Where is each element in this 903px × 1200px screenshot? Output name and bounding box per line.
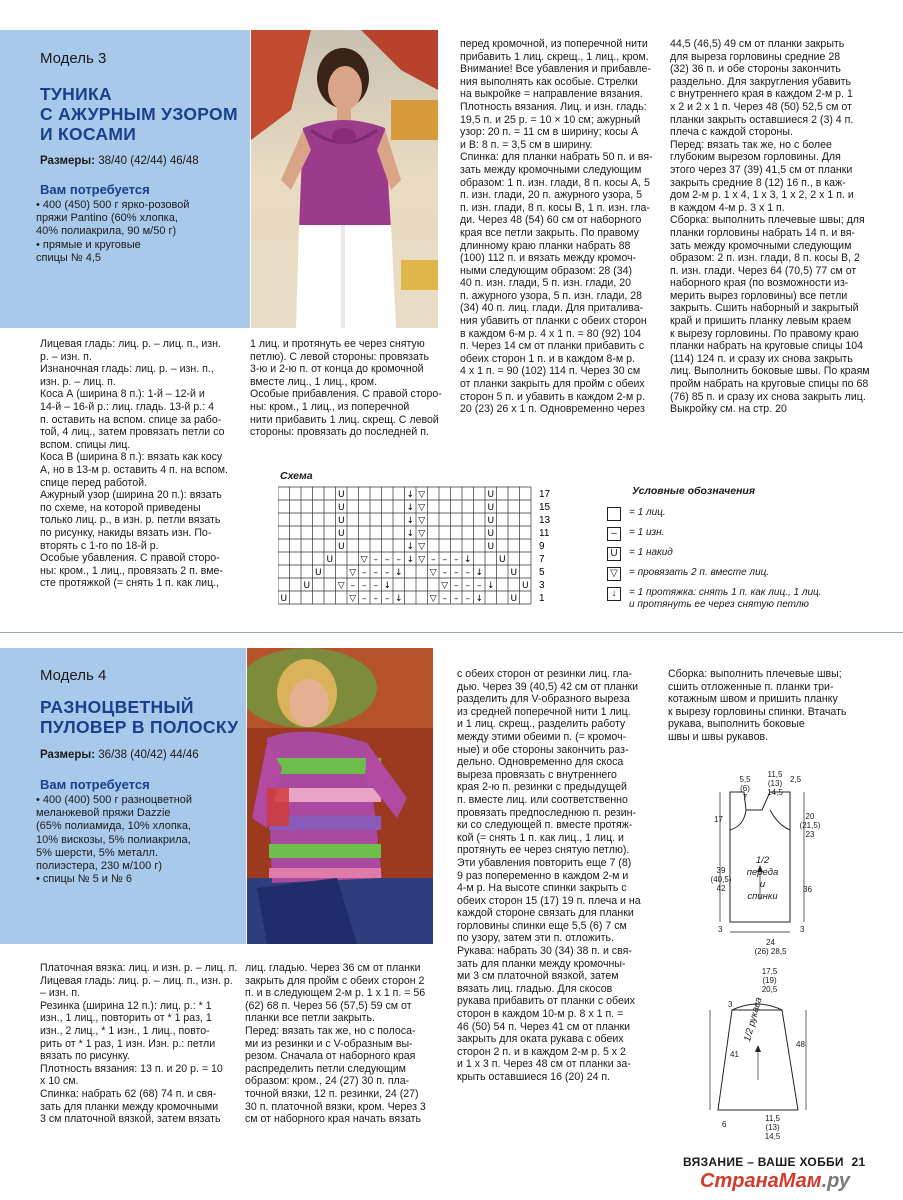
model4-sizes-label: Размеры: (40, 749, 96, 761)
chart-stitch-symbol: – (454, 555, 459, 565)
knitting-chart (278, 484, 568, 608)
model4-label: Модель 4 (40, 667, 107, 684)
chart-stitch-symbol: ↓ (406, 529, 415, 539)
body-top-right-dim: 2,5 (790, 775, 802, 784)
chart-stitch-symbol: ▽ (429, 568, 437, 578)
chart-stitch-symbol: – (385, 555, 390, 565)
section-divider (0, 632, 903, 633)
body-bottom-right-dim: 3 (800, 925, 805, 934)
legend-item-purl (607, 527, 664, 541)
chart-stitch-symbol: ↓ (475, 568, 484, 578)
watermark-suffix: .ру (821, 1170, 850, 1192)
model3-sizes (40, 155, 199, 167)
chart-stitch-symbol: U (498, 555, 506, 565)
chart-stitch-symbol: – (362, 568, 367, 578)
legend-text-k2tog: = провязать 2 п. вместе лиц. (629, 567, 770, 578)
chart-stitch-symbol: U (487, 490, 495, 500)
chart-stitch-symbol: ▽ (418, 516, 426, 526)
body-bottom-left-dim: 3 (718, 925, 723, 934)
chart-stitch-symbol: ▽ (337, 581, 345, 591)
chart-stitch-symbol: – (465, 568, 470, 578)
chart-stitch-symbol: ▽ (418, 542, 426, 552)
model4-col2: лиц. гладью. Через 36 см от планки закрыть для пройм с обеих сторон 2 п. и в следующем 2-м р. 1 х 1 п. = 56 (62) 68 п. Через 56 (57,5) 59 см от планки все петли закрыть. Перед: вязать так же, но с полоса- ми из резинки и с V-образным вы- резом. Сначала от наборного края распределить петли следующим образом: кром., 24 (27) 30 п. пла- точной вязки, 12 п. резинки, 24 (27) 30 п. платочной вязки, кром. Через 3 см от наборного края начать вязать (245, 962, 426, 1126)
body-bottom-dim: 24 (26) 28,5 (754, 938, 787, 956)
chart-stitch-symbol: U (510, 568, 518, 578)
chart-stitch-symbol: ▽ (429, 594, 437, 604)
body-right-mid-dim: 36 (803, 885, 812, 894)
chart-stitch-symbol: – (442, 568, 447, 578)
chart-stitch-symbol: – (454, 594, 459, 604)
chart-stitch-symbol: ▽ (418, 555, 426, 565)
body-center-label: 1/2 переда и спинки (746, 855, 779, 902)
chart-stitch-symbol: – (442, 555, 447, 565)
chart-stitch-symbol: U (303, 581, 311, 591)
chart-stitch-symbol: – (465, 581, 470, 591)
model3-col2: 1 лиц. и протянуть ее через снятую петлю). С левой стороны: провязать 3-ю и 2-ю п. от конца до кромочной вместе лиц., 1 лиц., кром. Особые прибавления. С правой сторо- ны: кром., 1 лиц., из поперечной нити прибавить 1 лиц. скрещ. С левой стороны: провязать до последней п. (250, 338, 442, 439)
skp-symbol-icon: ↓ (607, 587, 621, 601)
model3-sizes-value: 38/40 (42/44) 46/48 (95, 155, 199, 167)
watermark-brand: СтранаМам (700, 1170, 822, 1192)
body-top-left-dim: 5,5 (6) 7 (739, 775, 751, 802)
chart-stitch-symbol: – (385, 568, 390, 578)
chart-stitch-symbol: – (373, 568, 378, 578)
body-left-mid-dim: 39 (40,5) 42 (710, 866, 732, 893)
chart-stitch-symbol: ▽ (441, 581, 449, 591)
chart-stitch-symbol: U (280, 594, 288, 604)
chart-stitch-symbol: – (431, 555, 436, 565)
model3-col1: Лицевая гладь: лиц. р. – лиц. п., изн. р. – изн. п. Изнаночная гладь: лиц. р. – изн. п., изн. р. – лиц. п. Коса А (ширина 8 п.): 1-й – 12-й и 14-й – 16-й р.: лиц. гладь. 13-й р.: 4 п. оставить на вспом. спице за рабо- той, 4 лиц., затем провязать петли со вспом. спицы лиц. Коса В (ширина 8 п.): вязать как косу А, но в 13-м р. оставить 4 п. на вспом. спице перед работой. Ажурный узор (ширина 20 п.): вязать по схеме, на которой приведены только лиц. р., в изн. р. петли вязать по рисунку, накиды вязать изн. По- вторять с 1-го по 18-й р. Особые убавления. С правой сторо- ны: кром., 1 лиц., провязать 2 п. вме- сте протяжкой (= снять 1 п. как лиц., (40, 338, 229, 590)
legend-text-yarnover: = 1 накид (629, 547, 673, 558)
sleeve-bottom-dim: 11,5 (13) 14,5 (764, 1114, 781, 1141)
sleeve-bottom-left-dim: 6 (722, 1120, 727, 1129)
yarnover-symbol-icon: U (607, 547, 621, 561)
chart-stitch-symbol: – (385, 594, 390, 604)
chart-stitch-symbol: ▽ (418, 490, 426, 500)
legend-item-k2tog (607, 567, 769, 581)
model3-sizes-label: Размеры: (40, 155, 96, 167)
chart-stitch-symbol: U (337, 516, 345, 526)
chart-row-label: 5 (539, 567, 545, 578)
chart-stitch-symbol: ▽ (349, 594, 357, 604)
legend-item-skp (607, 587, 822, 611)
chart-stitch-symbol: U (337, 529, 345, 539)
legend-text-skp: = 1 протяжка: снять 1 п. как лиц., 1 лиц. и протянуть ее через снятую петлю (629, 587, 822, 610)
page-number: 21 (851, 1155, 866, 1169)
chart-stitch-symbol: U (326, 555, 334, 565)
sleeve-pattern-diagram (700, 990, 850, 1130)
legend-title: Условные обозначения (632, 485, 756, 497)
chart-stitch-symbol: ↓ (463, 555, 472, 565)
chart-stitch-symbol: ↓ (394, 568, 403, 578)
chart-stitch-symbol: – (454, 568, 459, 578)
chart-stitch-symbol: ↓ (475, 594, 484, 604)
model4-col3: с обеих сторон от резинки лиц. гла- дью. Через 39 (40,5) 42 см от планки разделить для V-образного выреза из средней поперечной нити 1 лиц. и 1 лиц. скрещ., разделить работу между этими обеими п. (= кромоч- ные) и обе стороны закончить раз- дельно. Одновременно для скоса выреза провязать с внутреннего края 2-ю п. резинки с предыдущей п. вместе лиц. или соответственно провязать предпоследнюю п. резин- ки со следующей п. вместе протяж- кой (= снять 1 п. как лиц., 1 лиц. и протянуть ее через снятую петлю). Эти убавления повторить еще 7 (8) 9 раз попеременно в каждом 2-м и 4-м р. На высоте спинки закрыть с обеих сторон 15 (17) 19 п. плеча и на каждой стороне связать для планки горловины спинки еще 5,5 (6) 7 см по узору, затем эти п. отложить. Рукава: набрать 30 (34) 38 п. и свя- зать для планки между кромочны- ми 3 см платочной вязкой, затем вязать лиц. гладью. Для скосов рукава прибавить от планки с обеих сторон в каждом 10-м р. 8 х 1 п. = 46 (50) 54 п. Через 41 см от планки закрыть для оката рукава с обеих сторон 2 п. и в каждом 2-м р. 5 х 2 и 1 х 3 п. Через 48 см от планки за- крыть оставшиеся 16 (20) 24 п. (457, 668, 641, 1083)
sleeve-center-label: 1/2 рукава (742, 996, 765, 1043)
legend-text-purl: = 1 изн. (629, 527, 665, 538)
chart-stitch-symbol: U (337, 490, 345, 500)
chart-row-label: 1 (539, 593, 545, 604)
chart-row-label: 3 (539, 580, 545, 591)
chart-stitch-symbol: ↓ (486, 581, 495, 591)
chart-stitch-symbol: – (373, 555, 378, 565)
chart-stitch-symbol: – (362, 581, 367, 591)
chart-stitch-symbol: – (373, 581, 378, 591)
chart-stitch-symbol: ↓ (406, 503, 415, 513)
page-footer (683, 1155, 865, 1169)
model4-sizes (40, 749, 199, 761)
chart-stitch-symbol: ↓ (406, 542, 415, 552)
chart-stitch-symbol: ↓ (406, 490, 415, 500)
chart-stitch-symbol: – (396, 555, 401, 565)
model3-label: Модель 3 (40, 50, 107, 67)
chart-row-label: 17 (539, 489, 551, 500)
sleeve-right-dim: 48 (796, 1040, 805, 1049)
chart-stitch-symbol: U (487, 516, 495, 526)
chart-row-label: 15 (539, 502, 551, 513)
model4-sizes-value: 36/38 (40/42) 44/46 (95, 749, 199, 761)
model4-need-list: • 400 (400) 500 г разноцветной меланжевой пряжи Dazzie (65% полиамида, 10% хлопка, 10% вискозы, 5% полиакрила, 5% шерсти, 5% металл. полиэстера, 230 м/100 г) • спицы № 5 и № 6 (36, 794, 193, 886)
chart-stitch-symbol: – (362, 594, 367, 604)
model3-need-title: Вам потребуется (40, 182, 150, 197)
chart-stitch-symbol: ▽ (360, 555, 368, 565)
model4-col1: Платочная вязка: лиц. и изн. р. – лиц. п. Лицевая гладь: лиц. р. – лиц. п., изн. р. – изн. п. Резинка (ширина 12 п.): лиц. р.: * 1 изн., 1 лиц., повторить от * 1 раз, 1 изн., 2 лиц., * 1 изн., 1 лиц., повто- рить от * 1 раз, 1 изн. Изн. р.: петли вязать по рисунку. Плотность вязания: 13 п. и 20 р. = 10 х 10 см. Спинка: набрать 62 (68) 74 п. и свя- зать для планки между кромочными 3 см платочной вязкой, затем вязать (40, 962, 238, 1126)
body-top-dim: 11,5 (13) 14,5 (767, 770, 783, 797)
knit-symbol-icon (607, 507, 621, 521)
chart-stitch-symbol: ↓ (394, 594, 403, 604)
chart-stitch-symbol: U (337, 542, 345, 552)
model3-header-panel (0, 30, 250, 328)
chart-stitch-symbol: U (487, 503, 495, 513)
purl-symbol-icon: – (607, 527, 621, 541)
chart-stitch-symbol: – (465, 594, 470, 604)
model4-col4: Сборка: выполнить плечевые швы; сшить отложенные п. планки три- котажным швом и пришить планку к вырезу горловины спинки. Втачать рукава, выполнить боковые швы и швы рукавов. (668, 668, 847, 743)
chart-row-label: 13 (539, 515, 551, 526)
chart-stitch-symbol: U (337, 503, 345, 513)
chart-stitch-symbol: – (454, 581, 459, 591)
model3-need-list: • 400 (450) 500 г ярко-розовой пряжи Pantino (60% хлопка, 40% полиакрила, 90 м/50 г) • прямые и круговые спицы № 4,5 (36, 199, 190, 264)
chart-stitch-symbol: ▽ (349, 568, 357, 578)
body-left-top-dim: 17 (714, 815, 723, 824)
chart-stitch-symbol: ↓ (406, 516, 415, 526)
legend-text-knit: = 1 лиц. (629, 507, 666, 518)
chart-stitch-symbol: ▽ (418, 503, 426, 513)
model3-photo (251, 30, 438, 328)
body-right-top-dim: 20 (21,5) 23 (799, 812, 821, 839)
schema-title: Схема (280, 470, 313, 482)
chart-stitch-symbol: U (314, 568, 322, 578)
legend-item-yarnover (607, 547, 673, 561)
model4-photo (247, 648, 433, 944)
chart-stitch-symbol: ↓ (406, 555, 415, 565)
sleeve-top-left-dim: 3 (728, 1000, 733, 1009)
chart-row-label: 11 (539, 528, 550, 539)
model4-photo-art (247, 648, 433, 944)
sleeve-top-dim: 17,5 (19) 20,5 (761, 967, 778, 994)
chart-stitch-symbol: U (521, 581, 529, 591)
chart-stitch-symbol: ↓ (383, 581, 392, 591)
model3-col3: перед кромочной, из поперечной нити прибавить 1 лиц. скрещ., 1 лиц., кром. Внимание! Все убавления и прибавле- ния выполнять как особые. Стрелки на выкройке = направление вязания. Плотность вязания. Лиц. и изн. гладь: 19,5 п. и 25 р. = 10 × 10 см; ажурный узор: 20 п. = 11 см в ширину; косы А и В: 8 п. = 3,5 см в ширину. Спинка: для планки набрать 50 п. и вя- зать между кромочными следующим образом: 1 п. изн. глади, 8 п. косы А, 5 п. изн. глади, 20 п. ажурного узора, 5 п. изн. глади, 8 п. косы В, 1 п. изн. гла- ди. Через 48 (54) 60 см от наборного края все петли закрыть. По правому длинному краю планки набрать 88 (100) 112 п. и вязать между кромоч- ными следующим образом: 28 (34) 40 п. изн. глади, 5 п. изн. глади, 20 п. ажурного узора, 5 п. изн. глади, 28 (34) 40 п. лиц. глади. Для приталива- ния убавить от планки с обеих сторон в каждом 6-м р. 4 х 1 п. = 80 (92) 104 п. Через 14 см от планки прибавить с обеих сторон 1 п. и в каждом 8-м р. 4 х 1 п. = 90 (102) 114 п. Через 30 см от планки закрыть для пройм с обеих сторон 5 п. и убавить в каждом 2-м р. 20 (23) 26 х 1 п. Одновременно через (460, 38, 653, 416)
model4-need-title: Вам потребуется (40, 777, 150, 792)
model3-col4: 44,5 (46,5) 49 см от планки закрыть для выреза горловины средние 28 (32) 36 п. и обе стороны закончить раздельно. Для закругления убавить с внутреннего края в каждом 2-м р. 1 х 2 и 2 х 1 п. Через 48 (50) 52,5 см от планки закрыть оставшиеся 2 (3) 4 п. плеча с каждой стороны. Перед: вязать так же, но с более глубоким вырезом горловины. Для этого через 37 (39) 41,5 см от планки закрыть средние 8 (12) 16 п., в каж- дом 2-м р. 1 х 4, 1 х 3, 1 х 2, 2 х 1 п. и в каждом 4-м р. 3 х 1 п. Сборка: выполнить плечевые швы; для планки горловины набрать 14 п. и вя- зать между кромочными следующим образом: 2 п. изн. глади, 8 п. косы В, 2 п. изн. глади. Через 64 (70,5) 77 см от наборного края (по возможности из- мерить вырез горловины) все петли закрыть. Сшить наборный и закрытый край и пришить планку левым краем к вырезу горловины. По правому краю планки набрать на круговые спицы 104 (114) 124 п. и сразу их снова закрыть лиц. Выполнить боковые швы. По краям пройм набрать на круговые спицы по 68 (76) 85 п. и сразу их снова закрыть лиц. Выкройку см. на стр. 20 (670, 38, 870, 416)
legend-item-knit (607, 507, 666, 521)
chart-stitch-symbol: ▽ (418, 529, 426, 539)
chart-stitch-symbol: – (442, 594, 447, 604)
chart-row-label: 7 (539, 554, 545, 565)
sleeve-left-dim: 41 (730, 1050, 739, 1059)
model3-headline: ТУНИКА С АЖУРНЫМ УЗОРОМ И КОСАМИ (40, 84, 238, 144)
watermark-logo (700, 1170, 850, 1193)
chart-stitch-symbol: – (477, 581, 482, 591)
chart-stitch-symbol: – (350, 581, 355, 591)
chart-row-label: 9 (539, 541, 545, 552)
model4-headline: РАЗНОЦВЕТНЫЙ ПУЛОВЕР В ПОЛОСКУ (40, 697, 239, 737)
k2tog-symbol-icon: ▽ (607, 567, 621, 581)
chart-stitch-symbol: U (487, 529, 495, 539)
chart-stitch-symbol: U (510, 594, 518, 604)
chart-stitch-symbol: – (373, 594, 378, 604)
chart-stitch-symbol: U (487, 542, 495, 552)
model3-photo-art (251, 30, 438, 328)
footer-text: ВЯЗАНИЕ – ВАШЕ ХОББИ (683, 1155, 844, 1169)
